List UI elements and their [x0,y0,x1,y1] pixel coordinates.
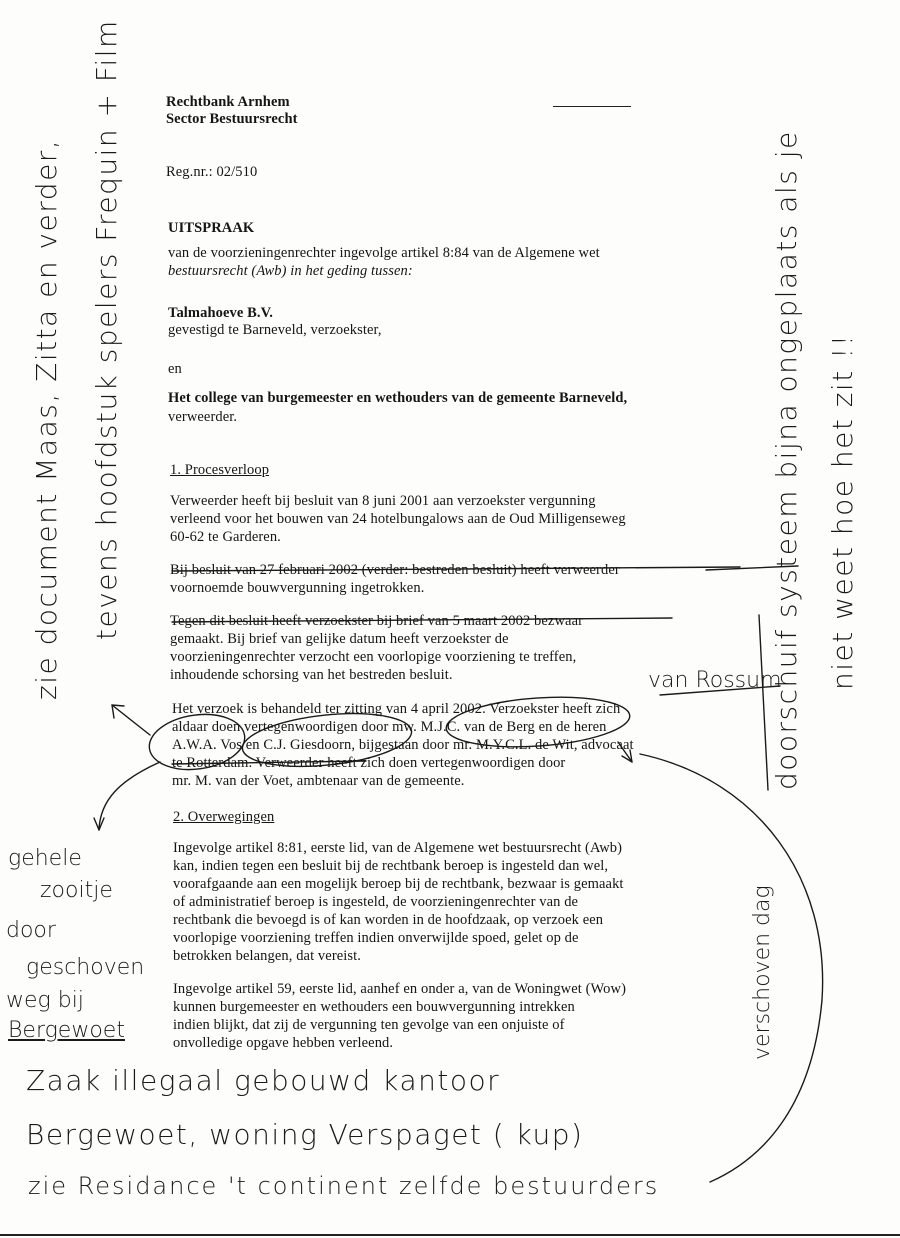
section1-p2-line: Bij besluit van 27 februari 2002 (verder: bestreden besluit) heeft verweerder [170,562,620,578]
section1-p4-line: te Rotterdam. Verweerder heeft zich doen vertegenwoordigen door [172,755,566,771]
handwritten-left-note: gehele [8,846,82,871]
registration-number: Reg.nr.: 02/510 [166,164,258,180]
party2-name: Het college van burgemeester en wethouders van de gemeente Barneveld, [168,390,628,406]
handwritten-left-note: Bergewoet [8,1018,125,1043]
handwritten-bottom-line-3: zie Residance 't continent zelfde bestuurders [28,1172,660,1200]
header-rule [553,106,631,107]
section2-p1-line: voorafgaande aan een mogelijk beroep bij de rechtbank, bezwaar is gemaakt [173,876,624,892]
section2-p1-line: of administratief beroep is ingesteld, de voorzieningenrechter van de [173,894,579,910]
court-sector: Sector Bestuursrecht [166,111,298,127]
section1-heading: 1. Procesverloop [170,462,270,478]
section2-p1-line: rechtbank die bevoegd is of kan worden in de hoofdzaak, op verzoek een [173,912,604,928]
section2-p2-line: kunnen burgemeester en wethouders een bouwvergunning intrekken [173,999,575,1015]
section1-p1-line: Verweerder heeft bij besluit van 8 juni 2001 aan verzoekster vergunning [170,493,596,509]
section1-p2-line: voornoemde bouwvergunning ingetrokken. [170,580,425,596]
handwritten-right-vertical-1: doorschuif systeem bijna ongeplaats als je [770,130,803,790]
section2-p1-line: Ingevolge artikel 8:81, eerste lid, van de Algemene wet bestuursrecht (Awb) [173,840,623,856]
scan-bottom-edge [0,1234,900,1236]
section1-p1-line: verleend voor het bouwen van 24 hotelbungalows aan de Oud Milligenseweg [170,511,626,527]
section1-p4-line: aldaar doen vertegenwoordigen door mw. M.J.C. van de Berg en de heren [172,719,607,735]
section2-p2-line: indien blijkt, dat zij de vergunning ten gevolge van een onjuiste of [173,1017,565,1033]
intro-line-1: van de voorzieningenrechter ingevolge artikel 8:84 van de Algemene wet [168,245,600,261]
party1-desc: gevestigd te Barneveld, verzoekster, [168,322,382,338]
section2-heading: 2. Overwegingen [173,809,275,825]
section2-p2-line: Ingevolge artikel 59, eerste lid, aanhef en onder a, van de Woningwet (Wow) [173,981,627,997]
handwritten-bottom-line-1: Zaak illegaal gebouwd kantoor [26,1064,501,1097]
section2-p1-line: voorlopige voorziening treffen indien onverwijlde spoed, gelet op de [173,930,579,946]
handwritten-bottom-line-2: Bergewoet, woning Verspaget ( kup) [26,1118,584,1151]
section1-p4-line: A.W.A. Vos en C.J. Giesdoorn, bijgestaan door mr. M.Y.C.L. de Wit, advocaat [172,737,634,753]
handwritten-van-rossum: van Rossum [648,668,782,693]
intro-line-2: bestuursrecht (Awb) in het geding tussen: [168,263,413,279]
document-title: UITSPRAAK [168,220,255,236]
and-word: en [168,361,182,377]
party1-name: Talmahoeve B.V. [168,305,274,321]
section1-p1-line: 60-62 te Garderen. [170,529,281,545]
handwritten-left-vertical-2: tevens hoofdstuk spelers Frequin + Film [90,19,123,640]
handwritten-verschoven: verschoven dag [750,885,775,1060]
section1-p3-line: inhoudende schorsing van het bestreden besluit. [170,667,453,683]
handwritten-right-vertical-2: niet weet hoe het zit !! [826,333,859,690]
section1-p4-line: mr. M. van der Voet, ambtenaar van de gemeente. [172,773,465,789]
party2-desc: verweerder. [168,409,238,425]
handwritten-left-note: zooitje [40,878,113,903]
section1-p3-line: gemaakt. Bij brief van gelijke datum heeft verzoekster de [170,631,509,647]
section1-p3-line: Tegen dit besluit heeft verzoekster bij brief van 5 maart 2002 bezwaar [170,613,584,629]
section2-p2-line: onvolledige opgave hebben verleend. [173,1035,394,1051]
section1-p3-line: voorzieningenrechter verzocht een voorlopige voorziening te treffen, [170,649,577,665]
section2-p1-line: betrokken belangen, dat vereist. [173,948,362,964]
court-name: Rechtbank Arnhem [166,94,290,110]
section2-p1-line: kan, indien tegen een besluit bij de rechtbank beroep is ingesteld dan wel, [173,858,609,874]
section1-p4-line: Het verzoek is behandeld ter zitting van 4 april 2002. Verzoekster heeft zich [172,701,621,717]
handwritten-left-vertical-1: zie document Maas, Zitta en verder, [30,138,63,700]
handwritten-left-note: door [6,918,56,943]
handwritten-left-note: weg bij [6,988,84,1013]
handwritten-left-note: geschoven [26,955,145,980]
